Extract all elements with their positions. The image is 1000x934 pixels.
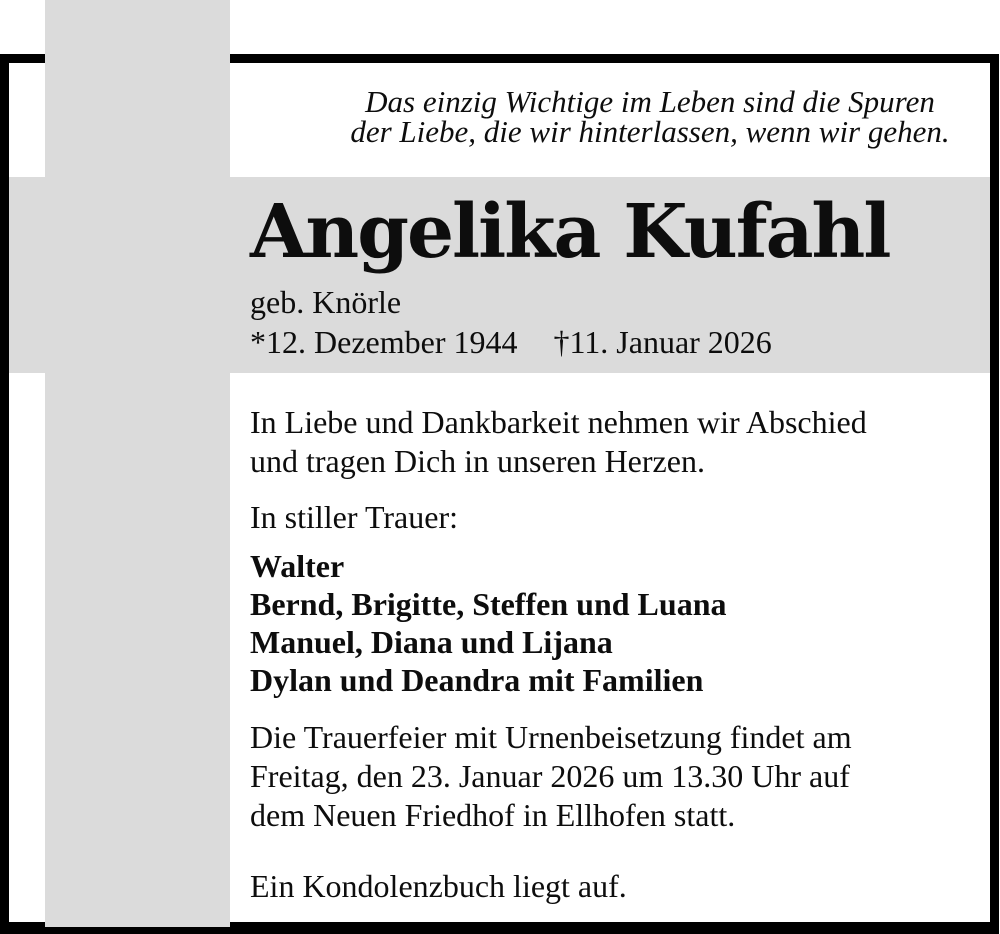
condolence-note: Ein Kondolenzbuch liegt auf. <box>250 868 627 904</box>
farewell-paragraph <box>250 403 867 481</box>
mourner-line: Bernd, Brigitte, Steffen und Luana <box>250 586 727 622</box>
memorial-quote <box>330 84 970 149</box>
funeral-line-3: dem Neuen Friedhof in Ellhofen statt. <box>250 797 736 833</box>
funeral-paragraph <box>250 718 852 835</box>
death-date: †11. Januar 2026 <box>553 324 772 360</box>
maiden-name: geb. Knörle <box>250 284 402 320</box>
mourner-line: Manuel, Diana und Lijana <box>250 624 613 660</box>
mourners-list <box>250 547 726 699</box>
quote-line-1: Das einzig Wichtige im Leben sind die Spuren <box>365 84 935 119</box>
deceased-name: Angelika Kufahl <box>250 189 890 275</box>
funeral-line-2: Freitag, den 23. Januar 2026 um 13.30 Uhr auf <box>250 758 850 794</box>
mourner-line: Dylan und Deandra mit Familien <box>250 662 704 698</box>
mourner-line: Walter <box>250 548 345 584</box>
newspaper-column-strip <box>45 0 230 927</box>
mourning-label: In stiller Trauer: <box>250 499 458 535</box>
funeral-line-1: Die Trauerfeier mit Urnenbeisetzung findet am <box>250 719 852 755</box>
birth-date: *12. Dezember 1944 <box>250 324 518 360</box>
farewell-line-1: In Liebe und Dankbarkeit nehmen wir Abschied <box>250 404 867 440</box>
quote-line-2: der Liebe, die wir hinterlassen, wenn wir gehen. <box>350 114 950 149</box>
farewell-line-2: und tragen Dich in unseren Herzen. <box>250 443 705 479</box>
life-dates <box>250 323 772 361</box>
